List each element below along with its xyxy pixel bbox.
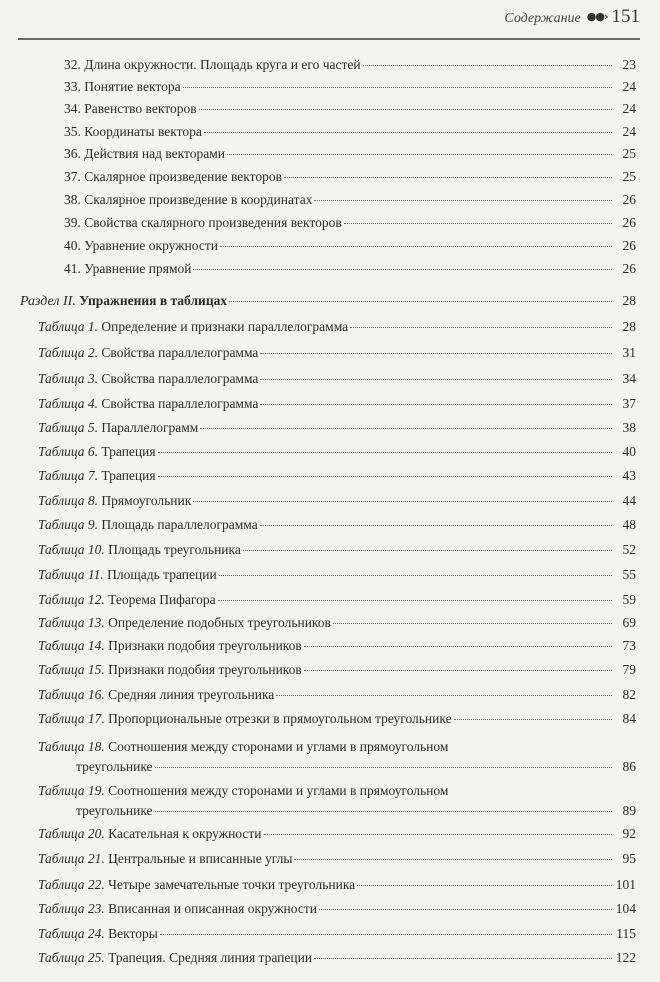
leader-dots	[260, 353, 612, 354]
table-page: 37	[622, 396, 636, 411]
toc-table-entry[interactable]	[38, 344, 636, 361]
toc-entry-page: 24	[622, 101, 636, 116]
table-page: 31	[622, 345, 636, 360]
toc-entry[interactable]	[64, 260, 636, 277]
toc-entry-title: 41. Уравнение прямой	[64, 261, 192, 276]
toc-table-entry[interactable]	[38, 738, 636, 775]
section-page: 28	[622, 293, 636, 308]
table-page: 79	[622, 662, 636, 677]
table-title-cont: треугольнике	[76, 759, 153, 774]
toc-table-entry[interactable]	[38, 637, 636, 654]
header-page-number: 151	[611, 6, 640, 27]
table-title: Средняя линия треугольника	[108, 687, 275, 702]
table-title: Трапеция	[101, 468, 156, 483]
toc-table-entry[interactable]	[38, 900, 636, 917]
table-title: Трапеция	[101, 444, 156, 459]
table-label: Таблица 10.	[38, 542, 105, 557]
toc-table-entry[interactable]	[38, 370, 636, 387]
toc-entry[interactable]	[64, 145, 636, 162]
leader-dots	[155, 767, 612, 768]
leader-dots	[155, 811, 612, 812]
leader-dots	[363, 65, 612, 66]
table-title: Свойства параллелограмма	[101, 345, 259, 360]
table-label: Таблица 2.	[38, 345, 99, 360]
table-label: Таблица 1.	[38, 319, 99, 334]
header-ornament-icon: ●●›	[586, 10, 608, 23]
toc-table-entry[interactable]	[38, 541, 636, 558]
header-section-title: Содержание	[504, 11, 581, 26]
table-title: Площадь параллелограмма	[101, 517, 258, 532]
leader-dots	[333, 623, 612, 624]
table-title: Векторы	[108, 926, 158, 941]
table-label: Таблица 8.	[38, 493, 99, 508]
toc-entry-title: 35. Координаты вектора	[64, 124, 202, 139]
toc-entry[interactable]	[64, 237, 636, 254]
toc-entry-title: 38. Скалярное произведение в координатах	[64, 192, 313, 207]
table-title: Вписанная и описанная окружности	[108, 901, 317, 916]
leader-dots	[243, 550, 612, 551]
table-title-cont: треугольнике	[76, 803, 153, 818]
toc-entry[interactable]	[64, 56, 636, 73]
leader-dots	[193, 501, 612, 502]
table-page: 104	[615, 901, 636, 916]
table-label: Таблица 23.	[38, 901, 105, 916]
table-label: Таблица 19.	[38, 783, 105, 798]
toc-entry[interactable]	[64, 123, 636, 140]
table-label: Таблица 3.	[38, 371, 99, 386]
toc-entry-title: 39. Свойства скалярного произведения векторов	[64, 215, 342, 230]
table-title: Параллелограмм	[101, 420, 199, 435]
toc-entry-page: 26	[622, 192, 636, 207]
table-title: Определение подобных треугольников	[108, 615, 331, 630]
table-label: Таблица 22.	[38, 877, 105, 892]
leader-dots	[160, 934, 612, 935]
toc-table-entry[interactable]	[38, 614, 636, 631]
table-page: 52	[622, 542, 636, 557]
toc-entry-page: 23	[622, 57, 636, 72]
leader-dots	[294, 859, 612, 860]
leader-dots	[344, 223, 612, 224]
table-page: 82	[622, 687, 636, 702]
table-label: Таблица 5.	[38, 420, 99, 435]
toc-entry-page: 25	[622, 146, 636, 161]
table-label: Таблица 18.	[38, 739, 105, 754]
table-title: Свойства параллелограмма	[101, 396, 259, 411]
leader-dots	[276, 695, 612, 696]
section-title: Упражнения в таблицах	[79, 293, 228, 308]
table-label: Таблица 17.	[38, 711, 105, 726]
table-page: 95	[622, 851, 636, 866]
leader-dots	[200, 428, 612, 429]
leader-dots	[219, 575, 612, 576]
table-page: 69	[622, 615, 636, 630]
toc-table-entry[interactable]	[38, 395, 636, 412]
table-label: Таблица 12.	[38, 592, 105, 607]
toc-table-entry[interactable]	[38, 825, 636, 842]
table-label: Таблица 11.	[38, 567, 104, 582]
table-title: Признаки подобия треугольников	[108, 662, 302, 677]
table-title: Признаки подобия треугольников	[108, 638, 302, 653]
table-title: Теорема Пифагора	[108, 592, 216, 607]
toc-entry-title: 33. Понятие вектора	[64, 79, 181, 94]
leader-dots	[229, 301, 612, 302]
toc-entry-title: 34. Равенство векторов	[64, 101, 197, 116]
leader-dots	[314, 200, 612, 201]
leader-dots	[204, 132, 612, 133]
table-label: Таблица 24.	[38, 926, 105, 941]
table-label: Таблица 14.	[38, 638, 105, 653]
leader-dots	[304, 646, 612, 647]
table-page: 40	[622, 444, 636, 459]
toc-entry-page: 25	[622, 169, 636, 184]
toc-entry-page: 24	[622, 124, 636, 139]
table-title: Площадь трапеции	[107, 567, 217, 582]
table-title: Прямоугольник	[101, 493, 192, 508]
toc-table-entry[interactable]	[38, 949, 636, 966]
table-page: 43	[622, 468, 636, 483]
leader-dots	[260, 525, 612, 526]
leader-dots	[199, 109, 612, 110]
table-title: Определение и признаки параллелограмма	[101, 319, 349, 334]
table-title: Касательная к окружности	[108, 826, 262, 841]
toc-table-entry[interactable]	[38, 419, 636, 436]
toc-entry-title: 36. Действия над векторами	[64, 146, 226, 161]
table-title: Соотношения между сторонами и углами в прямоугольном	[108, 739, 449, 754]
running-header	[0, 6, 640, 34]
toc-entry[interactable]	[64, 191, 636, 208]
table-page: 84	[622, 711, 636, 726]
table-page: 44	[622, 493, 636, 508]
toc-table-entry[interactable]	[38, 782, 636, 819]
leader-dots	[304, 670, 612, 671]
table-label: Таблица 25.	[38, 950, 105, 965]
leader-dots	[158, 452, 612, 453]
leader-dots	[314, 958, 612, 959]
table-title: Трапеция. Средняя линия трапеции	[108, 950, 313, 965]
table-label: Таблица 4.	[38, 396, 99, 411]
toc-entry-page: 26	[622, 215, 636, 230]
toc-table-entry[interactable]	[38, 566, 636, 583]
leader-dots	[260, 379, 612, 380]
table-label: Таблица 6.	[38, 444, 99, 459]
toc-entry-title: 40. Уравнение окружности	[64, 238, 218, 253]
table-page: 89	[622, 803, 636, 818]
toc-table-entry[interactable]	[38, 318, 636, 335]
section-label: Раздел II.	[20, 294, 76, 309]
table-label: Таблица 13.	[38, 615, 105, 630]
leader-dots	[350, 327, 612, 328]
table-page: 115	[616, 926, 636, 941]
table-page: 48	[622, 517, 636, 532]
leader-dots	[260, 404, 612, 405]
table-title: Площадь треугольника	[108, 542, 241, 557]
toc-table-entry[interactable]	[38, 443, 636, 460]
table-title: Четыре замечательные точки треугольника	[108, 877, 356, 892]
toc-entry[interactable]	[64, 100, 636, 117]
leader-dots	[284, 177, 612, 178]
table-page: 28	[622, 319, 636, 334]
toc-entry-title: 37. Скалярное произведение векторов	[64, 169, 283, 184]
leader-dots	[218, 600, 612, 601]
toc-entry[interactable]	[64, 78, 636, 95]
table-title: Пропорциональные отрезки в прямоугольном треугольнике	[108, 711, 452, 726]
table-title: Свойства параллелограмма	[101, 371, 259, 386]
toc-table-entry[interactable]	[38, 467, 636, 484]
toc-entry-title: 32. Длина окружности. Площадь круга и его частей	[64, 57, 361, 72]
table-page: 59	[622, 592, 636, 607]
leader-dots	[193, 269, 612, 270]
table-label: Таблица 20.	[38, 826, 105, 841]
table-title: Соотношения между сторонами и углами в прямоугольном	[108, 783, 449, 798]
table-page: 122	[615, 950, 636, 965]
toc-table-entry[interactable]	[38, 661, 636, 678]
table-page: 38	[622, 420, 636, 435]
table-label: Таблица 15.	[38, 662, 105, 677]
toc-entry[interactable]	[64, 214, 636, 231]
table-label: Таблица 16.	[38, 687, 105, 702]
table-page: 55	[622, 567, 636, 582]
toc-table-entry[interactable]	[38, 710, 636, 727]
table-label: Таблица 21.	[38, 851, 105, 866]
table-label: Таблица 7.	[38, 468, 99, 483]
table-title: Центральные и вписанные углы	[108, 851, 293, 866]
table-page: 101	[615, 877, 636, 892]
toc-table-entry[interactable]	[38, 686, 636, 703]
toc-entry-page: 24	[622, 79, 636, 94]
toc-table-entry[interactable]	[38, 850, 636, 867]
toc-entry-page: 26	[622, 238, 636, 253]
leader-dots	[454, 719, 612, 720]
table-page: 73	[622, 638, 636, 653]
leader-dots	[183, 87, 612, 88]
leader-dots	[357, 885, 612, 886]
toc-entry-page: 26	[622, 261, 636, 276]
toc-table-entry[interactable]	[38, 925, 636, 942]
table-label: Таблица 9.	[38, 517, 99, 532]
leader-dots	[220, 246, 612, 247]
leader-dots	[227, 154, 612, 155]
toc-table-entry[interactable]	[38, 591, 636, 608]
leader-dots	[264, 834, 612, 835]
toc-table-entry[interactable]	[38, 876, 636, 893]
table-page: 86	[622, 759, 636, 774]
toc-entry[interactable]	[64, 168, 636, 185]
toc-table-entry[interactable]	[38, 516, 636, 533]
leader-dots	[158, 476, 612, 477]
table-page: 92	[622, 826, 636, 841]
toc-table-entry[interactable]	[38, 492, 636, 509]
leader-dots	[319, 909, 612, 910]
header-rule	[18, 38, 640, 40]
table-page: 34	[622, 371, 636, 386]
toc-section-entry[interactable]	[20, 292, 636, 310]
